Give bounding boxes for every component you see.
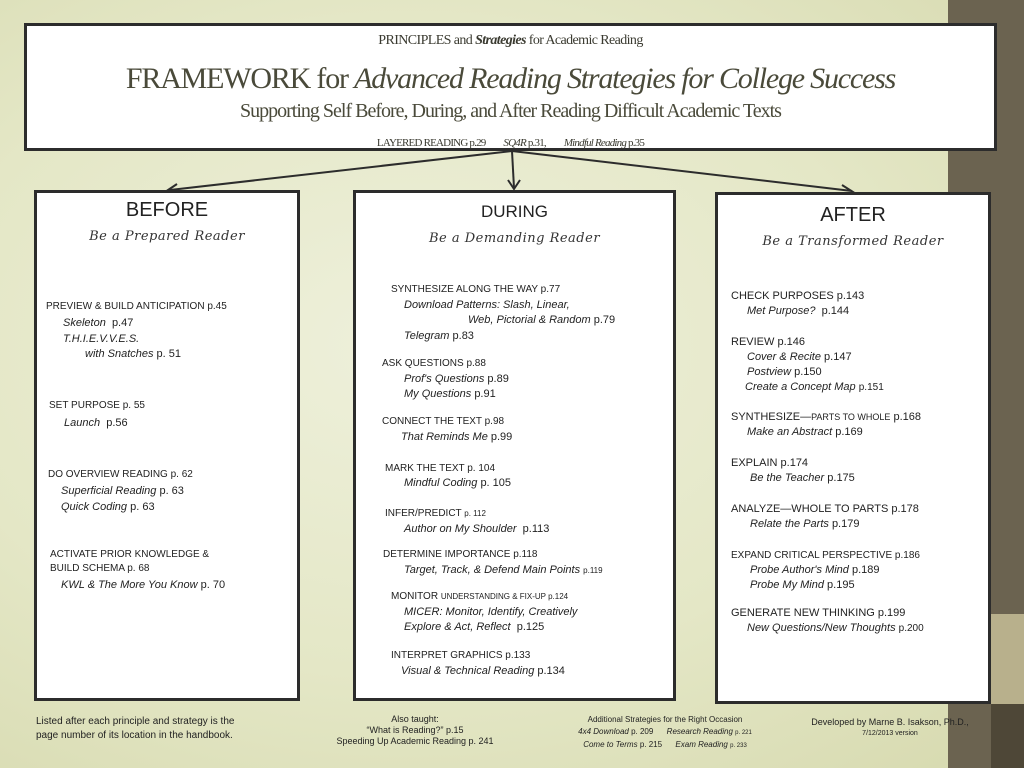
after-subheading: Be a Transformed Reader: [762, 234, 944, 249]
during-download-1: Download Patterns: Slash, Linear,: [404, 299, 570, 311]
after-column: [715, 192, 991, 704]
during-heading: DURING: [480, 202, 549, 221]
after-postview: Postview p.150: [747, 366, 822, 378]
principles-line: PRINCIPLES and Strategies for Academic Reading: [378, 33, 643, 48]
after-expand: EXPAND CRITICAL PERSPECTIVE p.186: [731, 550, 920, 561]
page-title: FRAMEWORK for Advanced Reading Strategies for College Success: [125, 62, 896, 95]
after-abstract: Make an Abstract p.169: [747, 426, 863, 438]
during-monitor: MONITOR UNDERSTANDING & FIX-UP p.124: [391, 591, 569, 602]
during-ask-questions: ASK QUESTIONS p.88: [382, 358, 486, 369]
before-heading: BEFORE: [125, 199, 209, 221]
before-quick-coding: Quick Coding p. 63: [61, 501, 155, 513]
before-activate-2: BUILD SCHEMA p. 68: [50, 563, 150, 574]
ref-mindful-reading: Mindful Reading p.35: [563, 137, 645, 149]
footer-developer: Developed by Marne B. Isakson, Ph.D., 7/12/2013 version: [811, 717, 969, 737]
during-subheading: Be a Demanding Reader: [428, 231, 601, 246]
during-telegram: Telegram p.83: [404, 330, 474, 342]
page-title-emphasis: Advanced Reading Strategies for College Success: [354, 62, 896, 95]
before-skeleton: Skeleton p.47: [63, 317, 134, 329]
during-synthesize: SYNTHESIZE ALONG THE WAY p.77: [391, 284, 561, 295]
after-new-questions: New Questions/New Thoughts p.200: [747, 622, 924, 634]
footer-note: Listed after each principle and strategy is the page number of its location in the handbook.: [36, 716, 235, 741]
during-download-2: Web, Pictorial & Random p.79: [468, 314, 616, 326]
during-author: Author on My Shoulder p.113: [404, 523, 550, 535]
after-analyze: ANALYZE—WHOLE TO PARTS p.178: [731, 503, 919, 515]
during-profs-questions: Prof's Questions p.89: [404, 373, 509, 385]
during-visual: Visual & Technical Reading p.134: [401, 665, 565, 677]
during-my-questions: My Questions p.91: [404, 388, 496, 400]
after-review: REVIEW p.146: [731, 336, 805, 348]
during-connect: CONNECT THE TEXT p.98: [382, 416, 505, 427]
arrow-to-after: [512, 151, 852, 191]
before-activate-1: ACTIVATE PRIOR KNOWLEDGE &: [50, 549, 210, 560]
during-interpret: INTERPRET GRAPHICS p.133: [391, 650, 531, 661]
after-explain: EXPLAIN p.174: [731, 457, 809, 469]
page-subtitle: Supporting Self Before, During, and After Reading Difficult Academic Texts: [240, 100, 781, 122]
before-set-purpose: SET PURPOSE p. 55: [49, 400, 145, 411]
after-generate: GENERATE NEW THINKING p.199: [731, 607, 906, 619]
before-overview: DO OVERVIEW READING p. 62: [48, 469, 193, 480]
during-column: [353, 190, 676, 701]
during-determine: DETERMINE IMPORTANCE p.118: [383, 549, 538, 560]
arrow-to-during: [512, 151, 514, 188]
principles-strategies: Strategies: [475, 33, 526, 48]
after-probe-author: Probe Author's Mind p.189: [750, 564, 880, 576]
before-thieves: T.H.I.E.V.V.E.S.: [63, 333, 140, 345]
during-micer-2: Explore & Act, Reflect p.125: [404, 621, 545, 633]
before-subheading: Be a Prepared Reader: [89, 229, 245, 244]
footer-additional: Additional Strategies for the Right Occasion 4x4 Download p. 209 Research Reading p. 221 Come to Terms p. 215 Exam Reading p. 233: [578, 715, 752, 749]
before-snatches: with Snatches p. 51: [85, 348, 182, 360]
footer-also-taught: Also taught: “What is Reading?” p.15 Speeding Up Academic Reading p. 241: [336, 714, 494, 746]
during-mindful-coding: Mindful Coding p. 105: [404, 477, 512, 489]
after-probe-mind: Probe My Mind p.195: [750, 579, 855, 591]
after-met-purpose: Met Purpose? p.144: [747, 305, 850, 317]
before-column: [34, 190, 300, 701]
after-relate: Relate the Parts p.179: [750, 518, 860, 530]
during-mark: MARK THE TEXT p. 104: [385, 463, 496, 474]
before-kwl: KWL & The More You Know p. 70: [61, 579, 226, 591]
after-check-purposes: CHECK PURPOSES p.143: [731, 290, 865, 302]
during-micer-1: MICER: Monitor, Identify, Creatively: [404, 606, 578, 618]
during-reminds-me: That Reminds Me p.99: [401, 431, 513, 443]
ref-layered-reading: LAYERED READING p.29: [376, 137, 486, 149]
after-heading: AFTER: [820, 204, 886, 226]
arrow-to-before: [170, 151, 512, 190]
during-target: Target, Track, & Defend Main Points p.119: [404, 564, 603, 576]
during-infer: INFER/PREDICT p. 112: [385, 508, 486, 519]
after-cover-recite: Cover & Recite p.147: [747, 351, 852, 363]
ref-sq4r: SQ4R p.31,: [503, 137, 546, 149]
before-superficial: Superficial Reading p. 63: [61, 485, 184, 497]
before-preview: PREVIEW & BUILD ANTICIPATION p.45: [46, 301, 227, 312]
after-concept-map: Create a Concept Map p.151: [745, 381, 884, 393]
after-synthesize: SYNTHESIZE—PARTS TO WHOLE p.168: [731, 411, 922, 423]
after-teacher: Be the Teacher p.175: [750, 472, 855, 484]
before-launch: Launch p.56: [64, 417, 128, 429]
